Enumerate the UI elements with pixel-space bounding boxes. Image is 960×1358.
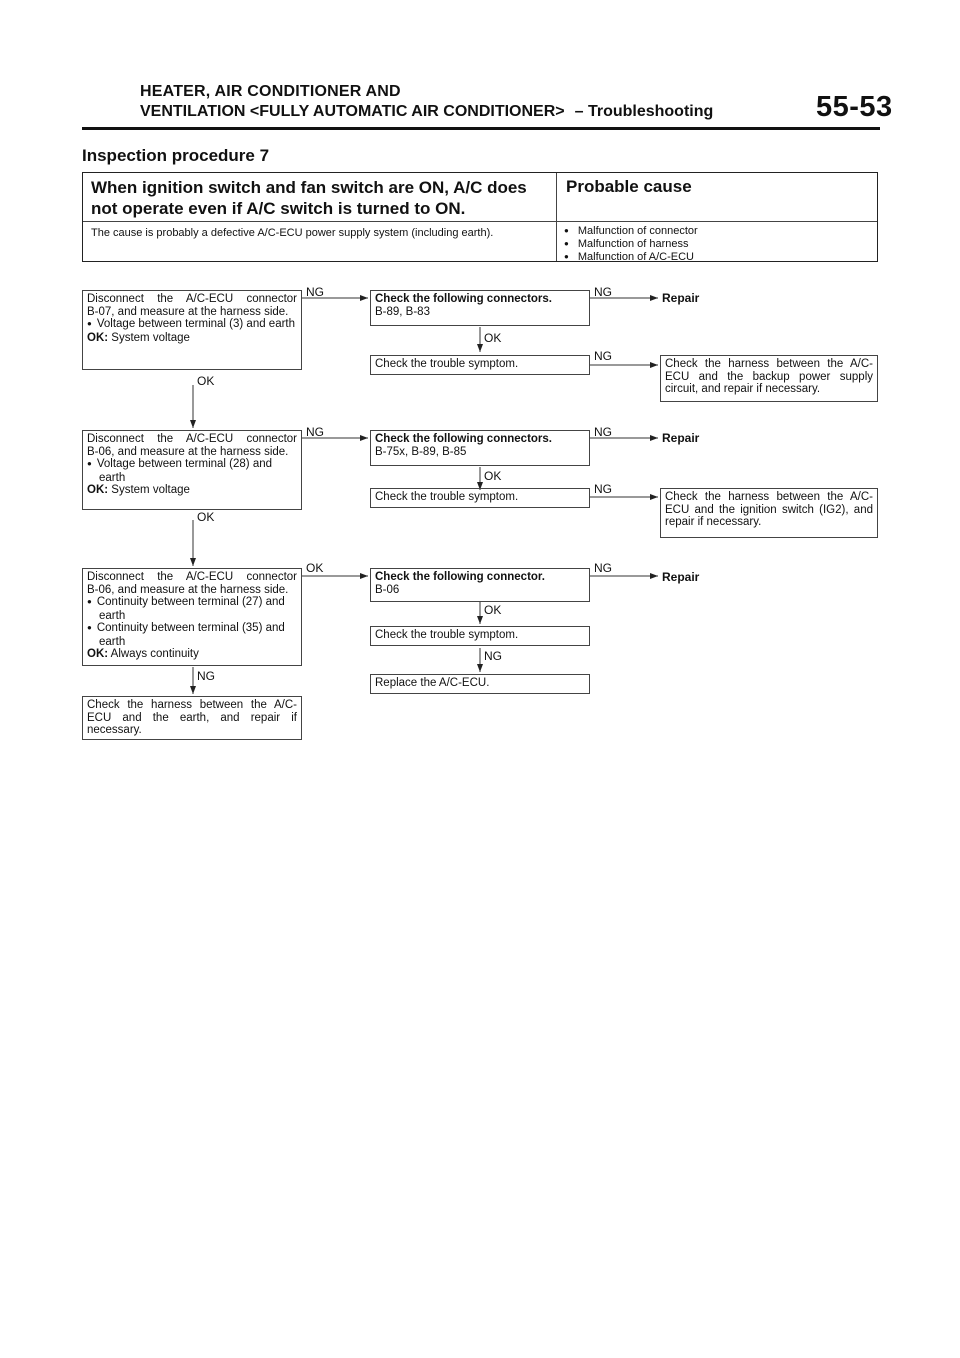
step1-line1: Disconnect the A/C-ECU connector [87,293,297,305]
check-symptom-box [370,355,590,375]
check-symptom-box [370,626,590,646]
repair-result: Repair [662,291,700,305]
harness-check-box-2 [660,488,878,538]
step1-bullets [87,318,297,332]
step2-line2: B-06, and measure at the harness side. [87,445,289,458]
header-title-line1: HEATER, AIR CONDITIONER AND [140,83,401,100]
step1-ok [87,332,297,345]
cause-item: ● Malfunction of connector [564,225,698,238]
ok-label: OK: [87,484,109,496]
ok-label-flow: OK [484,331,502,345]
probable-cause-heading: Probable cause [566,177,692,196]
step3-bullet: ● Continuity between terminal (35) and earth [87,622,297,648]
check-connectors-title: Check the following connector. [375,571,545,583]
check-connectors-title: Check the following connectors. [375,433,552,445]
check-symptom-text: Check the trouble symptom. [375,491,519,503]
step3-box [82,568,302,666]
ok-label: OK: [87,331,109,344]
page-number: 55-53 [816,91,893,123]
ok-value: Always continuity [110,648,199,660]
check-connector-box-3 [370,568,590,602]
step2-ok [87,484,297,497]
cause-item: ● Malfunction of A/C-ECU [564,251,698,264]
check-connectors-box-2 [370,430,590,466]
step2-line1: Disconnect the A/C-ECU connector [87,433,297,445]
ok-value: System voltage [111,331,190,344]
header-title-text: VENTILATION <FULLY AUTOMATIC AIR CONDITIONER> [140,103,565,120]
replace-ecu-box [370,674,590,694]
ng-label: NG [594,349,612,363]
ng-label: NG [306,425,324,439]
harness-check-text: Check the harness between the A/C-ECU and the backup power supply circuit, and repair if necessary. [665,358,873,395]
step2-bullet: ● Voltage between terminal (28) and earth [87,458,297,484]
check-connectors-list: B-06 [375,583,400,596]
step3-line2: B-06, and measure at the harness side. [87,583,289,596]
ng-label: NG [594,285,612,299]
step1-box [82,290,302,370]
cause-item: ● Malfunction of harness [564,238,698,251]
harness-earth-text: Check the harness between the A/C-ECU and the earth, and repair if necessary. [87,699,297,736]
step1-bullet: ● Voltage between terminal (3) and earth [87,318,297,332]
ok-label-flow: OK [484,603,502,617]
harness-check-box-1 [660,355,878,402]
cause-comment: The cause is probably a defective A/C-ECU power supply system (including earth). [91,227,494,239]
step1-line2: B-07, and measure at the harness side. [87,305,289,318]
ng-label: NG [306,285,324,299]
ng-label: NG [594,482,612,496]
step2-box [82,430,302,510]
check-connectors-box-1 [370,290,590,326]
harness-check-text: Check the harness between the A/C-ECU and the ignition switch (IG2), and repair if necessary. [665,491,873,528]
replace-ecu-text: Replace the A/C-ECU. [375,677,490,689]
ok-label-flow: OK [197,374,215,388]
step3-line1: Disconnect the A/C-ECU connector [87,571,297,583]
ng-label: NG [594,425,612,439]
check-symptom-box [370,488,590,508]
ok-label: OK: [87,648,109,660]
repair-result: Repair [662,570,700,584]
ok-label-flow: OK [484,469,502,483]
ok-value: System voltage [111,484,190,496]
repair-result: Repair [662,431,700,445]
check-symptom-text: Check the trouble symptom. [375,358,519,370]
procedure-title: Inspection procedure 7 [82,146,270,165]
ok-label-flow: OK [306,561,324,575]
check-symptom-text: Check the trouble symptom. [375,629,519,641]
check-connectors-list: B-89, B-83 [375,305,430,318]
step2-bullets [87,458,297,484]
ng-label: NG [594,561,612,575]
check-connectors-list: B-75x, B-89, B-85 [375,445,467,458]
header-section: – Troubleshooting [574,103,714,120]
check-connectors-title: Check the following connectors. [375,293,552,305]
ng-label: NG [484,649,502,663]
harness-earth-box [82,696,302,740]
ok-label-flow: OK [197,510,215,524]
step3-bullets [87,596,297,648]
symptom-text: When ignition switch and fan switch are ON, A/C does not operate even if A/C switch is turned to ON. [91,178,527,218]
step3-ok [87,648,297,661]
ng-label: NG [197,669,215,683]
step3-bullet: ● Continuity between terminal (27) and earth [87,596,297,622]
